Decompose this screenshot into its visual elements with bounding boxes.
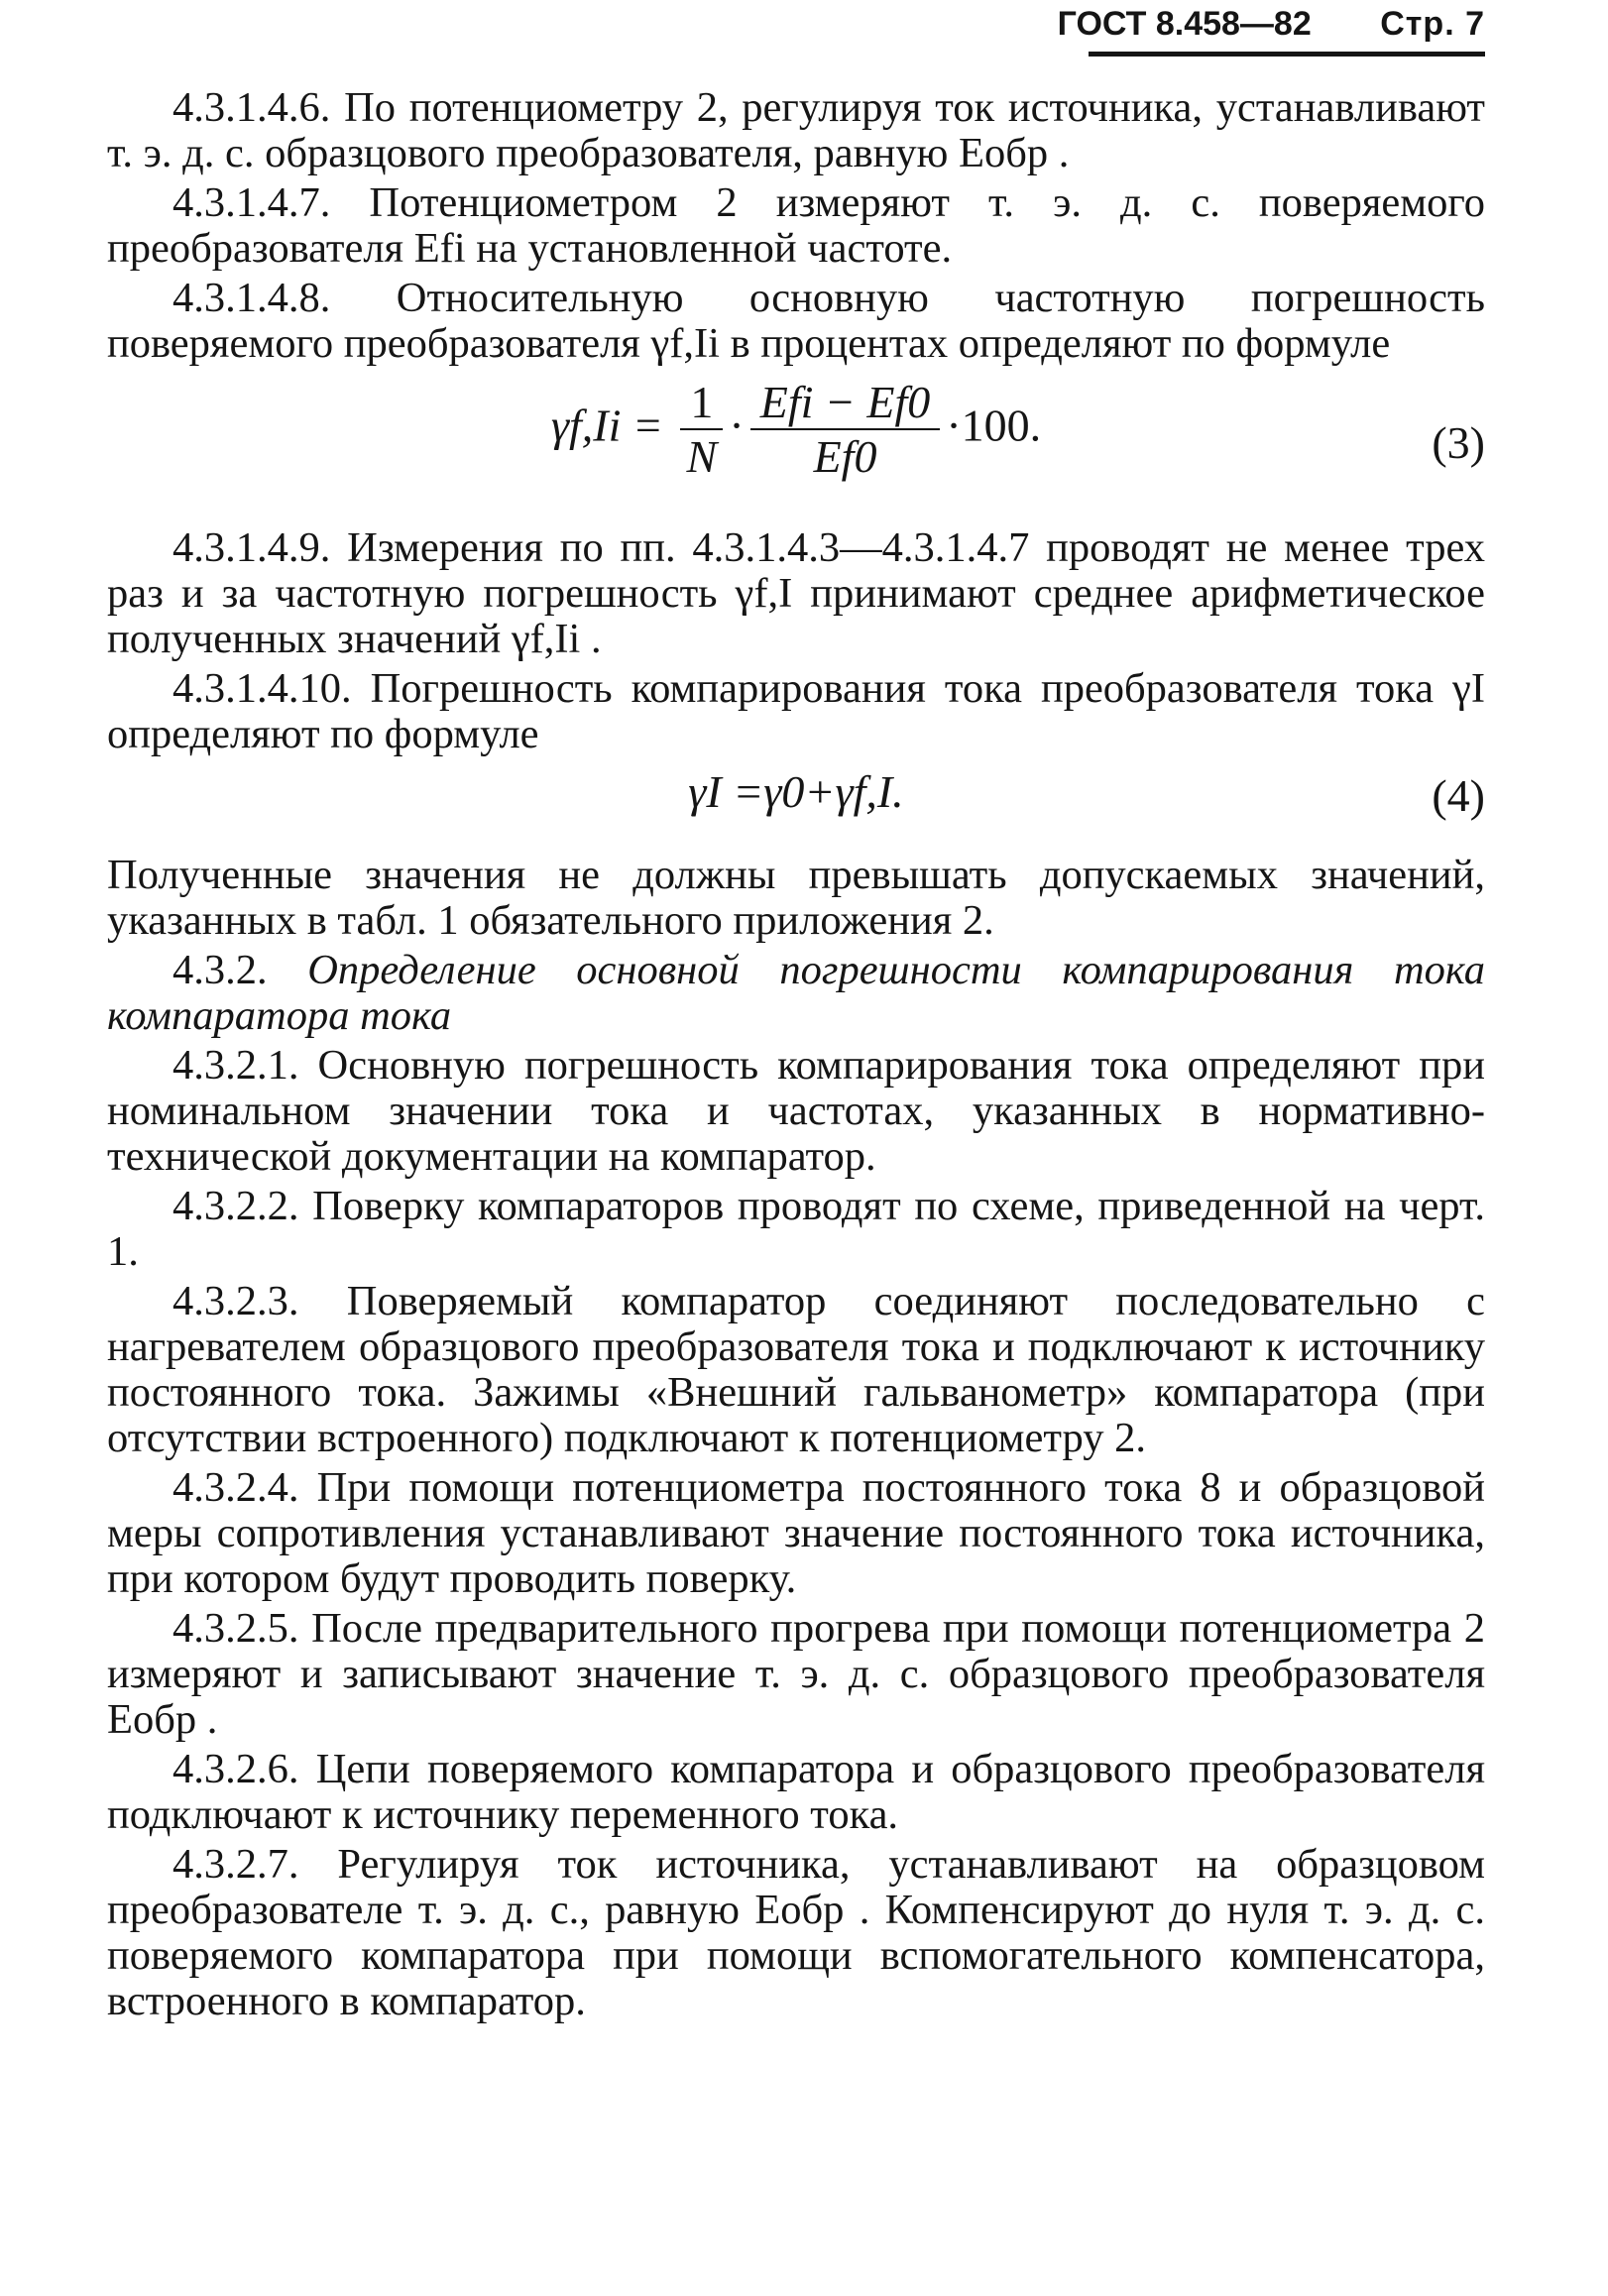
fraction-2-numerator: Efi − Ef0 (750, 377, 941, 430)
paragraph-4-3-2-5: 4.3.2.5. После предварительного прогрева при помощи потенциометра 2 измеряют и записывают значение т. э. д. с. образцового преобразователя Eобр . (107, 1605, 1485, 1743)
paragraph-4-3-2-1: 4.3.2.1. Основную погрешность компарирования тока определяют при номинальном значении тока и частотах, указанных в нормативно-технической документации на компаратор. (107, 1042, 1485, 1180)
formula-3-number: (3) (1432, 417, 1485, 468)
section-title: Определение основной погрешности компарирования тока компаратора тока (107, 947, 1485, 1039)
paragraph-4-3-1-4-7: 4.3.1.4.7. Потенциометром 2 измеряют т. э. д. с. поверяемого преобразователя Efi на установленной частоте. (107, 179, 1485, 272)
section-number: 4.3.2. (172, 947, 268, 993)
header-rule (1089, 52, 1485, 57)
paragraph-4-3-2-2: 4.3.2.2. Поверку компараторов проводят по схеме, приведенной на черт. 1. (107, 1183, 1485, 1275)
fraction-1-numerator: 1 (680, 377, 723, 430)
formula-3-tail: ·100. (946, 400, 1042, 451)
formula-3-lhs: γf,Ii = (550, 400, 663, 451)
paragraph-after-formula-4: Полученные значения не должны превышать допускаемых значений, указанных в табл. 1 обязательного приложения 2. (107, 852, 1485, 944)
document-body (107, 85, 1485, 2028)
fraction-one-over-n (680, 377, 723, 484)
fraction-emf-difference (750, 377, 941, 484)
formula-3 (107, 377, 1485, 514)
formula-3-expression: γf,Ii = $\frac{1}{N}$ · $\frac{\text{Efi − Ef0}}{Ef0}$ ·100. (550, 377, 1042, 482)
formula-4 (107, 766, 1485, 833)
paragraph-4-3-2-6: 4.3.2.6. Цепи поверяемого компаратора и образцового преобразователя подключают к источнику переменного тока. (107, 1746, 1485, 1838)
section-heading-4-3-2 (107, 948, 1485, 1039)
paragraph-4-3-1-4-10: 4.3.1.4.10. Погрешность компарирования тока преобразователя тока γI определяют по формуле (107, 665, 1485, 757)
paragraph-4-3-2-3: 4.3.2.3. Поверяемый компаратор соединяют последовательно с нагревателем образцового преобразователя тока и подключают к источнику постоянного тока. Зажимы «Внешний гальванометр» компаратора (при отсутствии встроенного) подключают к потенциометру 2. (107, 1278, 1485, 1461)
document-page (107, 0, 1485, 2296)
formula-4-expression: γI =γ0+γf,I. (688, 766, 904, 817)
paragraph-4-3-1-4-6: 4.3.1.4.6. По потенциометру 2, регулируя ток источника, устанавливают т. э. д. с. образцового преобразователя, равную Eобр . (107, 84, 1485, 176)
page-header (1058, 4, 1485, 44)
paragraph-4-3-1-4-9: 4.3.1.4.9. Измерения по пп. 4.3.1.4.3—4.3.1.4.7 проводят не менее трех раз и за частотную погрешность γf,I принимают среднее арифметическое полученных значений γf,Ii . (107, 524, 1485, 662)
page-number: Стр. 7 (1380, 5, 1485, 43)
paragraph-4-3-1-4-8: 4.3.1.4.8. Относительную основную частотную погрешность поверяемого преобразователя γf,Ii в процентах определяют по формуле (107, 275, 1485, 367)
formula-4-number: (4) (1432, 770, 1485, 821)
fraction-2-denominator: Ef0 (813, 431, 877, 482)
paragraph-4-3-2-7: 4.3.2.7. Регулируя ток источника, устанавливают на образцовом преобразователе т. э. д. с., равную Eобр . Компенсируют до нуля т. э. д. с. поверяемого компаратора при помощи вспомогательного компенсатора, встроенного в компаратор. (107, 1841, 1485, 2024)
fraction-1-denominator: N (686, 431, 718, 482)
paragraph-4-3-2-4: 4.3.2.4. При помощи потенциометра постоянного тока 8 и образцовой меры сопротивления устанавливают значение постоянного тока источника, при котором будут проводить поверку. (107, 1464, 1485, 1602)
standard-number: ГОСТ 8.458—82 (1057, 5, 1312, 43)
